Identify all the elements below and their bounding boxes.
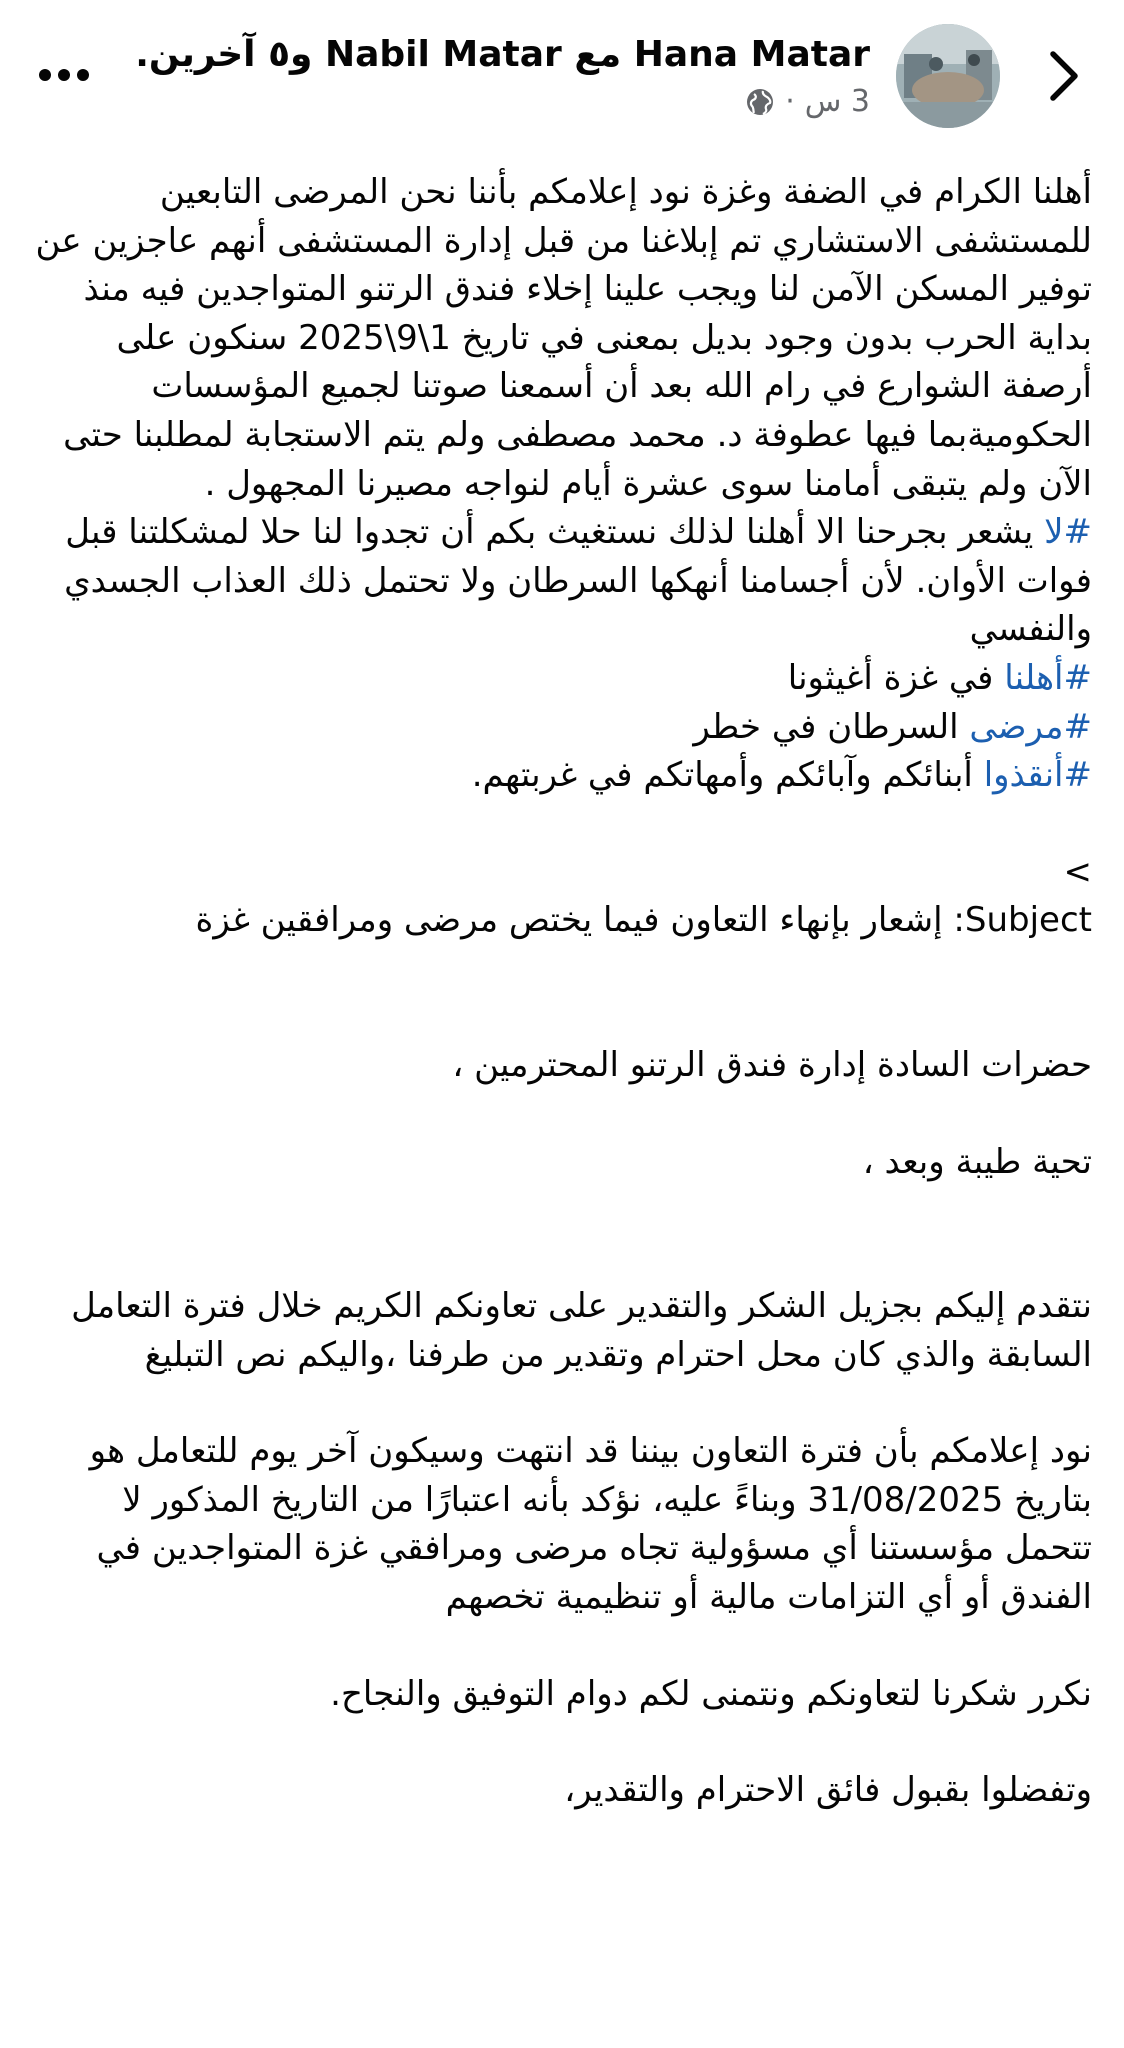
spacer bbox=[34, 1718, 1092, 1766]
hashtag-line-3 bbox=[34, 703, 1092, 752]
hashtag-ahlona[interactable]: #أهلنا bbox=[1004, 657, 1092, 698]
spacer bbox=[34, 993, 1092, 1041]
tagged-name[interactable]: Nabil Matar bbox=[324, 34, 562, 75]
back-button[interactable] bbox=[1034, 42, 1094, 110]
hashtag-line-4-text: أبنائكم وآبائكم وأمهاتكم في غربتهم. bbox=[471, 755, 984, 796]
spacer bbox=[34, 945, 1092, 993]
post-intro: أهلنا الكرام في الضفة وغزة نود إعلامكم بأننا نحن المرضى التابعين للمستشفى الاستشاري تم إبلاغنا من قبل إدارة المستشفى أنهم عاجزين عن توفير المسكن الآمن لنا ويجب علينا إخلاء فندق الرتنو المتواجدين فيه منذ بداية الحرب بدون وجود بديل بمعنى في تاريخ 1\9\2025 سنكون على أرصفة الشوارع في رام الله بعد أن أسمعنا صوتنا لجميع المؤسسات الحكوميةبما فيها عطوفة د. محمد مصطفى ولم يتم الاستجابة لمطلبنا حتى الآن ولم يتبقى أمامنا سوى عشرة أيام لنواجه مصيرنا المجهول . bbox=[35, 172, 1092, 504]
post-author-line bbox=[135, 30, 870, 80]
letter-paragraph-3: نكرر شكرنا لتعاونكم ونتمنى لكم دوام التوفيق والنجاح. bbox=[330, 1673, 1092, 1714]
quote-marker: > bbox=[1063, 851, 1092, 892]
hashtag-line-2-text: في غزة أغيثونا bbox=[787, 657, 1005, 698]
hashtag-line-4 bbox=[34, 751, 1092, 800]
post-header bbox=[0, 0, 1124, 150]
others-link[interactable]: و٥ آخرين. bbox=[135, 34, 313, 75]
more-options-button[interactable] bbox=[36, 50, 92, 100]
hashtag-anqidhu[interactable]: #أنقذوا bbox=[983, 755, 1092, 796]
spacer bbox=[34, 1090, 1092, 1138]
avatar-photo bbox=[896, 24, 1000, 128]
post-body bbox=[34, 168, 1092, 1815]
salutation: حضرات السادة إدارة فندق الرتنو المحترمين ، bbox=[452, 1044, 1092, 1085]
hashtag-line-1 bbox=[34, 508, 1092, 654]
greeting: تحية طيبة وبعد ، bbox=[862, 1141, 1092, 1182]
more-dots-icon bbox=[38, 68, 90, 82]
hashtag-marda[interactable]: #مرضى bbox=[969, 706, 1092, 747]
letter-closing: وتفضلوا بقبول فائق الاحترام والتقدير، bbox=[564, 1770, 1092, 1811]
spacer bbox=[34, 1379, 1092, 1427]
letter-paragraph-1: نتقدم إليكم بجزيل الشكر والتقدير على تعاونكم الكريم خلال فترة التعامل السابقة والذي كان محل احترام وتقدير من طرفنا ،واليكم نص التبليغ bbox=[71, 1286, 1092, 1375]
subject-line: Subject: إشعار بإنهاء التعاون فيما يختص مرضى ومرافقين غزة bbox=[195, 900, 1092, 941]
letter-paragraph-2: نود إعلامكم بأن فترة التعاون بيننا قد انتهت وسيكون آخر يوم للتعامل هو بتاريخ 31/08/2025 وبناءً عليه، نؤكد بأنه اعتبارًا من التاريخ المذكور لا تتحمل مؤسستنا أي مسؤولية تجاه مرضى ومرافقي غزة المتواجدين في الفندق أو أي التزامات مالية أو تنظيمية تخصهم bbox=[89, 1431, 1092, 1618]
hashtag-line-3-text: السرطان في خطر bbox=[693, 706, 970, 747]
post-time[interactable]: 3 س bbox=[804, 84, 870, 119]
with-word: مع bbox=[574, 34, 622, 75]
hashtag-line-2 bbox=[34, 654, 1092, 703]
chevron-right-icon bbox=[1047, 50, 1081, 102]
spacer bbox=[34, 800, 1092, 848]
post-meta bbox=[745, 82, 870, 122]
meta-separator: · bbox=[785, 84, 795, 119]
spacer bbox=[34, 1186, 1092, 1234]
globe-icon[interactable] bbox=[745, 87, 775, 117]
hashtag-la[interactable]: #لا bbox=[1044, 512, 1092, 553]
avatar[interactable] bbox=[896, 24, 1000, 128]
spacer bbox=[34, 1234, 1092, 1282]
author-name[interactable]: Hana Matar bbox=[633, 34, 870, 75]
hashtag-line-1-text: يشعر بجرحنا الا أهلنا لذلك نستغيث بكم أن تجدوا لنا حلا لمشكلتنا قبل فوات الأوان. لأن أجسامنا أنهكها السرطان ولا تحتمل ذلك العذاب الجسدي والنفسي bbox=[64, 512, 1092, 650]
spacer bbox=[34, 1622, 1092, 1670]
